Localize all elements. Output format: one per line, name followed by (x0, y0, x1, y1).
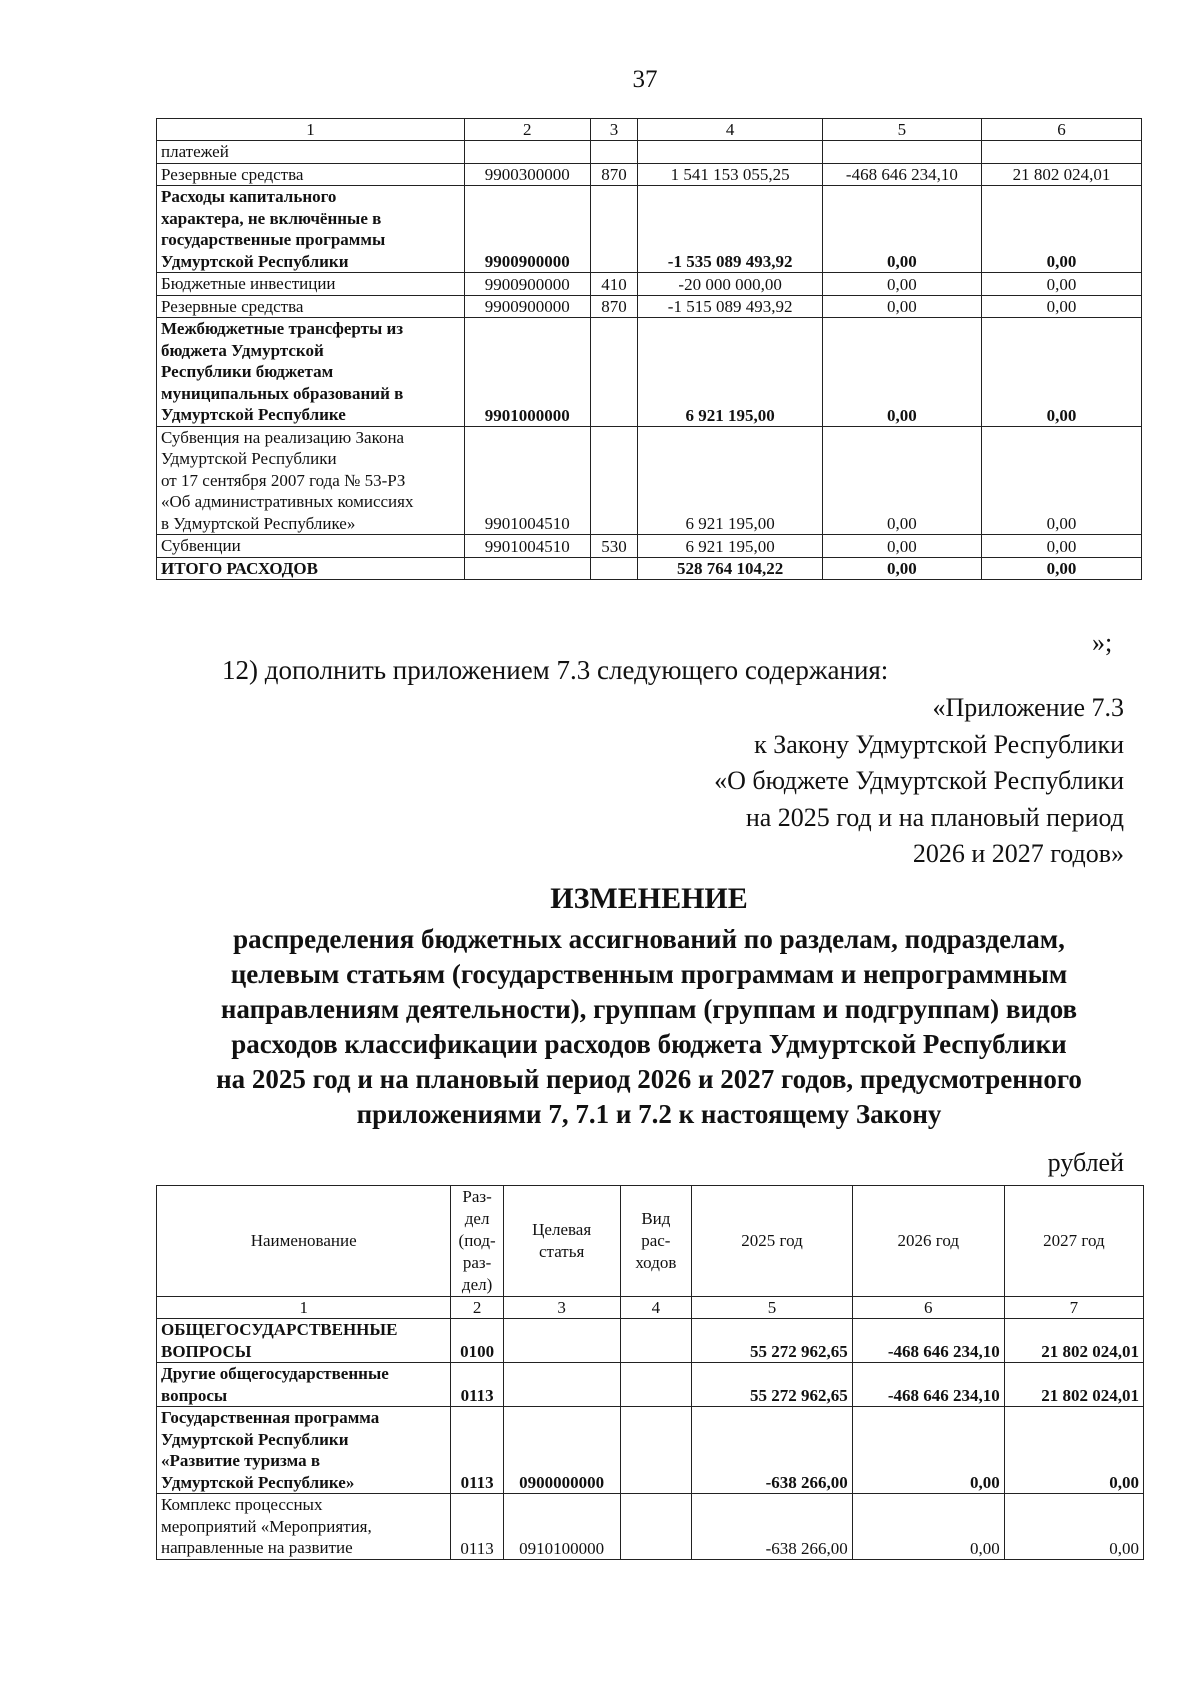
budget-allocation-table (156, 1185, 1144, 1560)
appendix-line: 2026 и 2027 годов» (912, 839, 1124, 868)
cell-line: ходов (635, 1253, 677, 1272)
row-section-code: 0113 (451, 1363, 503, 1407)
cell-line: Удмуртской Республики (161, 251, 349, 271)
cell-line: ВОПРОСЫ (161, 1341, 252, 1361)
row-name (157, 1494, 451, 1560)
row-amount-2027: 0,00 (981, 295, 1141, 318)
cell-line: 2025 год (741, 1231, 803, 1250)
cell-line: Наименование (250, 1231, 357, 1250)
row-amount-2027: 0,00 (1004, 1494, 1143, 1560)
cell-line: Субвенции (161, 536, 241, 555)
cell-line: Республики бюджетам (161, 362, 334, 381)
cell-line: «Развитие туризма в (161, 1451, 320, 1470)
row-target-code: 0900000000 (503, 1407, 620, 1494)
row-kind-code: 870 (590, 163, 638, 186)
header-2025 (692, 1186, 853, 1297)
cell-line: направленные на развитие (161, 1538, 353, 1557)
row-name (157, 535, 465, 558)
cell-line: от 17 сентября 2007 года № 53-РЗ (161, 470, 406, 490)
table-row (157, 141, 1142, 164)
table-row (157, 1363, 1144, 1407)
cell-line: мероприятий «Мероприятия, (161, 1516, 372, 1536)
column-number: 2 (464, 119, 590, 141)
row-amount-2026: 0,00 (822, 273, 981, 296)
row-amount-2026: 0,00 (852, 1494, 1004, 1560)
amendment-paragraph: 12) дополнить приложением 7.3 следующего содержания: (222, 655, 889, 685)
row-kind-code (590, 426, 638, 535)
table-row (157, 557, 1142, 580)
currency-units: рублей (1047, 1148, 1124, 1177)
cell-line: дел (464, 1209, 490, 1228)
row-amount-2026: 0,00 (822, 295, 981, 318)
row-target-code: 9901004510 (464, 535, 590, 558)
row-kind-code: 530 (590, 535, 638, 558)
row-name (157, 141, 465, 164)
column-number: 1 (157, 119, 465, 141)
row-amount-2025: 1 541 153 055,25 (638, 163, 823, 186)
row-amount-2026: 0,00 (822, 557, 981, 580)
cell-line: рас- (641, 1231, 671, 1250)
row-amount-2027: 0,00 (981, 273, 1141, 296)
cell-line: Раз- (462, 1187, 492, 1206)
cell-line: платежей (161, 142, 229, 161)
cell-line: статья (539, 1242, 585, 1261)
row-name (157, 557, 465, 580)
row-amount-2025: 6 921 195,00 (638, 426, 823, 535)
appendix-line: «О бюджете Удмуртской Республики (714, 766, 1124, 795)
row-target-code (503, 1363, 620, 1407)
row-kind-code (590, 141, 638, 164)
row-section-code: 0113 (451, 1407, 503, 1494)
row-target-code: 9900900000 (464, 273, 590, 296)
cell-line: характера, не включённые в (161, 208, 382, 228)
subtitle-line: на 2025 год и на плановый период 2026 и 2027 годов, предусмотренного (216, 1064, 1082, 1094)
row-amount-2027: 0,00 (1004, 1407, 1143, 1494)
row-amount-2027: 0,00 (981, 557, 1141, 580)
table-row (157, 535, 1142, 558)
row-amount-2026: 0,00 (822, 186, 981, 273)
column-number: 2 (451, 1297, 503, 1319)
table-row (157, 273, 1142, 296)
table-row (157, 163, 1142, 186)
column-number-row (157, 1297, 1144, 1319)
row-amount-2025: 55 272 962,65 (692, 1363, 853, 1407)
row-target-code: 0910100000 (503, 1494, 620, 1560)
column-number: 6 (981, 119, 1141, 141)
row-amount-2026 (822, 141, 981, 164)
appendix-header (424, 690, 1124, 873)
row-name (157, 426, 465, 535)
cell-line: Целевая (532, 1220, 592, 1239)
closing-quote-mark: »; (1092, 628, 1113, 657)
row-name (157, 295, 465, 318)
document-title: ИЗМЕНЕНИЕ (550, 882, 748, 915)
table-row (157, 295, 1142, 318)
row-amount-2026: 0,00 (852, 1407, 1004, 1494)
cell-line: в Удмуртской Республике» (161, 513, 356, 533)
cell-line: Расходы капитального (161, 187, 337, 206)
cell-line: (под- (458, 1231, 496, 1250)
subtitle-line: распределения бюджетных ассигнований по разделам, подразделам, (233, 924, 1065, 954)
row-target-code: 9900900000 (464, 186, 590, 273)
row-amount-2025: 528 764 104,22 (638, 557, 823, 580)
row-amount-2025: 6 921 195,00 (638, 318, 823, 427)
table-row (157, 1494, 1144, 1560)
row-amount-2025: -638 266,00 (692, 1494, 853, 1560)
row-section-code: 0100 (451, 1319, 503, 1363)
cell-line: бюджета Удмуртской (161, 340, 324, 360)
column-number: 5 (822, 119, 981, 141)
row-amount-2025: 55 272 962,65 (692, 1319, 853, 1363)
cell-line: вопросы (161, 1385, 228, 1405)
row-name (157, 1363, 451, 1407)
row-amount-2025: -1 515 089 493,92 (638, 295, 823, 318)
cell-line: Бюджетные инвестиции (161, 274, 336, 293)
cell-line: Другие общегосударственные (161, 1364, 389, 1383)
table-row (157, 426, 1142, 535)
row-amount-2025: -1 535 089 493,92 (638, 186, 823, 273)
row-amount-2026: 0,00 (822, 535, 981, 558)
row-kind-code (620, 1319, 692, 1363)
cell-line: Удмуртской Республике (161, 405, 346, 424)
table-row (157, 1319, 1144, 1363)
cell-line: Резервные средства (161, 296, 304, 316)
column-number-row (157, 119, 1142, 141)
header-target (503, 1186, 620, 1297)
appendix-line: к Закону Удмуртской Республики (754, 729, 1124, 759)
cell-line: Государственная программа (161, 1408, 380, 1427)
cell-line: ОБЩЕГОСУДАРСТВЕННЫЕ (161, 1320, 398, 1339)
row-target-code: 9901004510 (464, 426, 590, 535)
appendix-line: на 2025 год и на плановый период (745, 802, 1124, 832)
cell-line: Субвенция на реализацию Закона (161, 427, 405, 447)
row-target-code: 9900300000 (464, 163, 590, 186)
row-name (157, 186, 465, 273)
cell-line: муниципальных образований в (161, 383, 404, 403)
row-amount-2027: 21 802 024,01 (981, 163, 1141, 186)
expenses-table-continued (156, 118, 1142, 580)
row-kind-code (590, 557, 638, 580)
row-amount-2027: 21 802 024,01 (1004, 1363, 1143, 1407)
subtitle-line: направлениям деятельности), группам (группам и подгруппам) видов (220, 994, 1078, 1024)
row-name (157, 1407, 451, 1494)
column-number: 3 (590, 119, 638, 141)
row-target-code: 9901000000 (464, 318, 590, 427)
row-kind-code (590, 186, 638, 273)
row-amount-2025: -638 266,00 (692, 1407, 853, 1494)
row-amount-2027: 0,00 (981, 426, 1141, 535)
row-amount-2027: 0,00 (981, 186, 1141, 273)
row-amount-2026: -468 646 234,10 (852, 1363, 1004, 1407)
cell-line: государственные программы (161, 230, 386, 249)
cell-line: Комплекс процессных (161, 1495, 323, 1514)
cell-line: Удмуртской Республики (161, 449, 337, 468)
column-number: 3 (503, 1297, 620, 1319)
table-row (157, 186, 1142, 273)
appendix-line: «Приложение 7.3 (932, 693, 1124, 722)
header-2026 (852, 1186, 1004, 1297)
cell-line: 2026 год (897, 1231, 960, 1250)
row-target-code: 9900900000 (464, 295, 590, 318)
row-amount-2026: -468 646 234,10 (822, 163, 981, 186)
document-subtitle (156, 922, 1142, 1132)
header-2027 (1004, 1186, 1143, 1297)
row-name (157, 1319, 451, 1363)
row-kind-code: 870 (590, 295, 638, 318)
row-kind-code (620, 1494, 692, 1560)
row-amount-2025: 6 921 195,00 (638, 535, 823, 558)
table-row (157, 1407, 1144, 1494)
cell-line: «Об административных комиссиях (161, 492, 414, 511)
cell-line: раз- (462, 1253, 492, 1272)
column-number: 1 (157, 1297, 451, 1319)
cell-line: Резервные средства (161, 164, 304, 184)
subtitle-line: приложениями 7, 7.1 и 7.2 к настоящему Закону (356, 1099, 942, 1129)
row-kind-code: 410 (590, 273, 638, 296)
cell-line: Межбюджетные трансферты из (161, 319, 404, 338)
row-name (157, 163, 465, 186)
row-amount-2026: 0,00 (822, 426, 981, 535)
column-number: 5 (692, 1297, 853, 1319)
row-amount-2027: 0,00 (981, 318, 1141, 427)
column-number: 4 (620, 1297, 692, 1319)
cell-line: Удмуртской Республики (161, 1429, 349, 1449)
header-kind (620, 1186, 692, 1297)
row-target-code (464, 141, 590, 164)
row-amount-2025 (638, 141, 823, 164)
header-section (451, 1186, 503, 1297)
column-number: 6 (852, 1297, 1004, 1319)
cell-line: Вид (641, 1209, 671, 1228)
page-number: 37 (632, 66, 658, 93)
row-target-code (464, 557, 590, 580)
column-number: 4 (638, 119, 823, 141)
row-amount-2027 (981, 141, 1141, 164)
column-number: 7 (1004, 1297, 1143, 1319)
row-amount-2027: 21 802 024,01 (1004, 1319, 1143, 1363)
row-kind-code (620, 1407, 692, 1494)
cell-line: ИТОГО РАСХОДОВ (161, 558, 318, 578)
row-kind-code (590, 318, 638, 427)
cell-line: Удмуртской Республике» (161, 1472, 355, 1492)
row-target-code (503, 1319, 620, 1363)
subtitle-line: расходов классификации расходов бюджета Удмуртской Республики (231, 1029, 1067, 1059)
row-section-code: 0113 (451, 1494, 503, 1560)
row-amount-2026: -468 646 234,10 (852, 1319, 1004, 1363)
row-amount-2027: 0,00 (981, 535, 1141, 558)
table-row (157, 318, 1142, 427)
table-header-row (157, 1186, 1144, 1297)
row-amount-2026: 0,00 (822, 318, 981, 427)
row-kind-code (620, 1363, 692, 1407)
row-amount-2025: -20 000 000,00 (638, 273, 823, 296)
header-name (157, 1186, 451, 1297)
cell-line: 2027 год (1043, 1231, 1105, 1250)
row-name (157, 318, 465, 427)
subtitle-line: целевым статьям (государственным программам и непрограммным (230, 959, 1068, 989)
cell-line: дел) (461, 1275, 493, 1294)
row-name (157, 273, 465, 296)
